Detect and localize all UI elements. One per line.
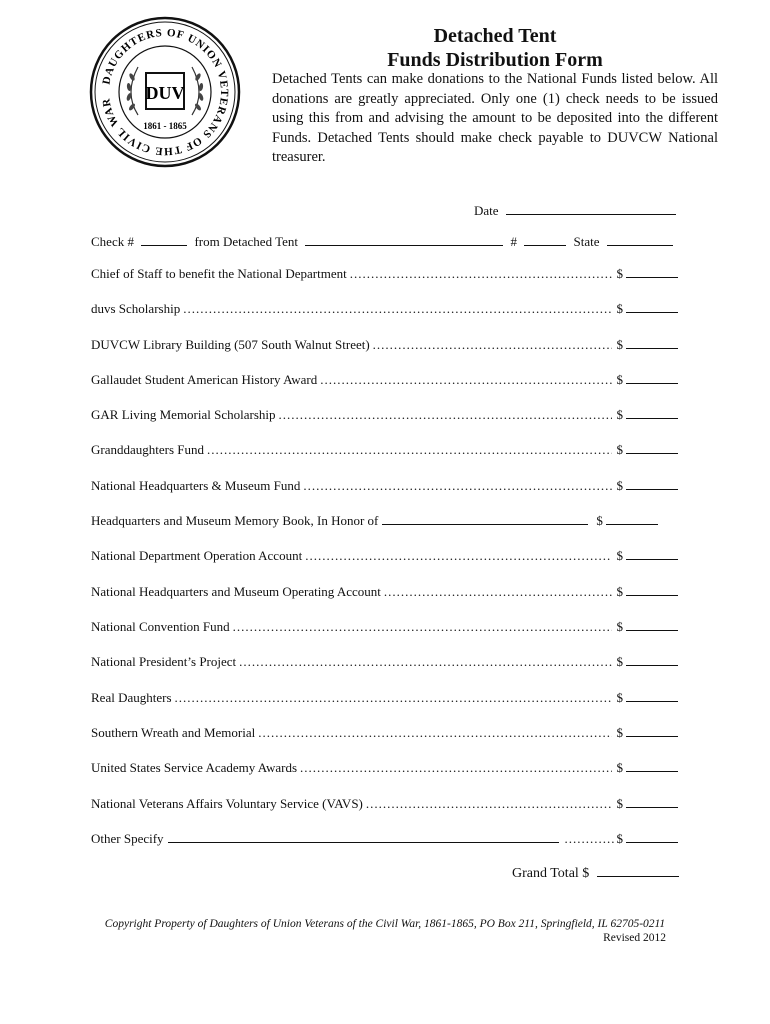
dot-leader — [207, 442, 611, 458]
fund-row — [91, 441, 678, 459]
grand-total-row — [512, 864, 679, 882]
fund-label: National Department Operation Account — [91, 548, 303, 563]
fund-label: duvs Scholarship — [91, 301, 181, 316]
dollar-sign: $ — [616, 548, 623, 563]
dollar-sign: $ — [616, 760, 623, 775]
tent-number-field[interactable] — [524, 233, 566, 246]
dollar-sign: $ — [616, 372, 623, 387]
dot-leader — [565, 831, 615, 847]
fund-label: National President’s Project — [91, 654, 237, 669]
fund-label: GAR Living Memorial Scholarship — [91, 407, 276, 422]
fund-row — [91, 795, 678, 813]
in-honor-of-field[interactable] — [382, 512, 588, 525]
amount-field[interactable] — [626, 830, 678, 843]
dollar-sign: $ — [616, 301, 623, 316]
amount-field[interactable] — [626, 795, 678, 808]
fund-row — [91, 583, 678, 601]
dollar-sign: $ — [616, 407, 623, 422]
dot-leader — [183, 301, 611, 317]
fund-row — [91, 336, 678, 354]
tent-name-field[interactable] — [305, 233, 503, 246]
fund-label: Real Daughters — [91, 690, 172, 705]
dollar-sign: $ — [616, 478, 623, 493]
dollar-sign: $ — [616, 266, 623, 281]
fund-label: National Veterans Affairs Voluntary Service (VAVS) — [91, 796, 363, 811]
amount-field[interactable] — [626, 724, 678, 737]
dollar-sign: $ — [616, 796, 623, 811]
intro-paragraph: Detached Tents can make donations to the National Funds listed below. All donations are greatly appreciated. Only one (1) check needs to be issued using this from and advising the amount to be deposited into the different Funds. Detached Tents should make check payable to DUVCW National treasurer. — [272, 71, 718, 165]
fund-label: National Headquarters and Museum Operating Account — [91, 584, 381, 599]
duvcw-seal-logo — [88, 15, 242, 169]
check-row — [91, 233, 673, 250]
date-field[interactable] — [506, 202, 676, 215]
amount-field[interactable] — [626, 547, 678, 560]
amount-field[interactable] — [626, 583, 678, 596]
check-number-field[interactable] — [141, 233, 187, 246]
from-tent-label: from Detached Tent — [194, 234, 298, 249]
amount-field[interactable] — [626, 759, 678, 772]
dot-leader — [279, 407, 612, 423]
fund-label: Granddaughters Fund — [91, 442, 205, 457]
state-label: State — [573, 234, 600, 249]
grand-total-label: Grand Total $ — [512, 866, 590, 881]
fund-label: National Headquarters & Museum Fund — [91, 478, 301, 493]
amount-field[interactable] — [626, 441, 678, 454]
fund-row — [91, 689, 678, 707]
amount-field[interactable] — [606, 512, 658, 525]
amount-field[interactable] — [626, 336, 678, 349]
dot-leader — [239, 654, 611, 670]
fund-row — [91, 300, 678, 318]
other-specify-field[interactable] — [168, 830, 559, 843]
fund-row — [91, 406, 678, 424]
fund-row — [91, 371, 678, 389]
fund-row — [91, 830, 678, 848]
date-label: Date — [474, 203, 499, 218]
copyright-notice: Copyright Property of Daughters of Union Veterans of the Civil War, 1861-1865, PO Box 211, Springfield, IL 62705-0211 — [104, 918, 666, 930]
dot-leader — [175, 690, 612, 706]
dollar-sign: $ — [616, 690, 623, 705]
seal-years: 1861 - 1865 — [143, 121, 187, 131]
dollar-sign: $ — [596, 513, 603, 528]
amount-field[interactable] — [626, 618, 678, 631]
dot-leader — [300, 760, 611, 776]
seal-monogram: DUV — [145, 83, 185, 103]
dot-leader — [384, 584, 612, 600]
dot-leader — [350, 266, 612, 282]
fund-row — [91, 724, 678, 742]
seal-ring-text: DAUGHTERS OF UNION VETERANS OF THE CIVIL WAR — [100, 26, 231, 158]
amount-field[interactable] — [626, 653, 678, 666]
dot-leader — [233, 619, 612, 635]
dollar-sign: $ — [616, 654, 623, 669]
fund-label: National Convention Fund — [91, 619, 230, 634]
fund-label: Headquarters and Museum Memory Book, In Honor of — [91, 513, 379, 528]
fund-label: Chief of Staff to benefit the National Department — [91, 266, 347, 281]
dollar-sign: $ — [616, 442, 623, 457]
check-number-label: Check # — [91, 234, 134, 249]
dollar-sign: $ — [616, 337, 623, 352]
fund-label: Other Specify — [91, 831, 164, 846]
state-field[interactable] — [607, 233, 673, 246]
form-subtitle: Funds Distribution Form — [387, 49, 603, 71]
dollar-sign: $ — [616, 831, 623, 846]
dot-leader — [373, 337, 612, 353]
dollar-sign: $ — [616, 619, 623, 634]
amount-field[interactable] — [626, 300, 678, 313]
dot-leader — [320, 372, 611, 388]
date-row — [474, 202, 676, 219]
amount-field[interactable] — [626, 689, 678, 702]
fund-row — [91, 653, 678, 671]
fund-label: Gallaudet Student American History Award — [91, 372, 318, 387]
amount-field[interactable] — [626, 477, 678, 490]
dollar-sign: $ — [616, 584, 623, 599]
revision-note: Revised 2012 — [603, 932, 666, 944]
fund-row — [91, 265, 678, 283]
amount-field[interactable] — [626, 371, 678, 384]
fund-row — [91, 759, 678, 777]
fund-row — [91, 477, 678, 495]
dot-leader — [366, 796, 612, 812]
dot-leader — [258, 725, 611, 741]
form-title: Detached Tent — [433, 25, 557, 47]
dollar-sign: $ — [616, 725, 623, 740]
fund-row — [91, 618, 678, 636]
dot-leader — [303, 478, 611, 494]
grand-total-field[interactable] — [597, 864, 679, 877]
fund-label: DUVCW Library Building (507 South Walnut Street) — [91, 337, 370, 352]
fund-label: Southern Wreath and Memorial — [91, 725, 256, 740]
tent-number-label: # — [510, 234, 517, 249]
dot-leader — [305, 548, 611, 564]
amount-field[interactable] — [626, 265, 678, 278]
fund-label: United States Service Academy Awards — [91, 760, 298, 775]
fund-row — [91, 547, 678, 565]
amount-field[interactable] — [626, 406, 678, 419]
fund-row — [91, 512, 678, 530]
